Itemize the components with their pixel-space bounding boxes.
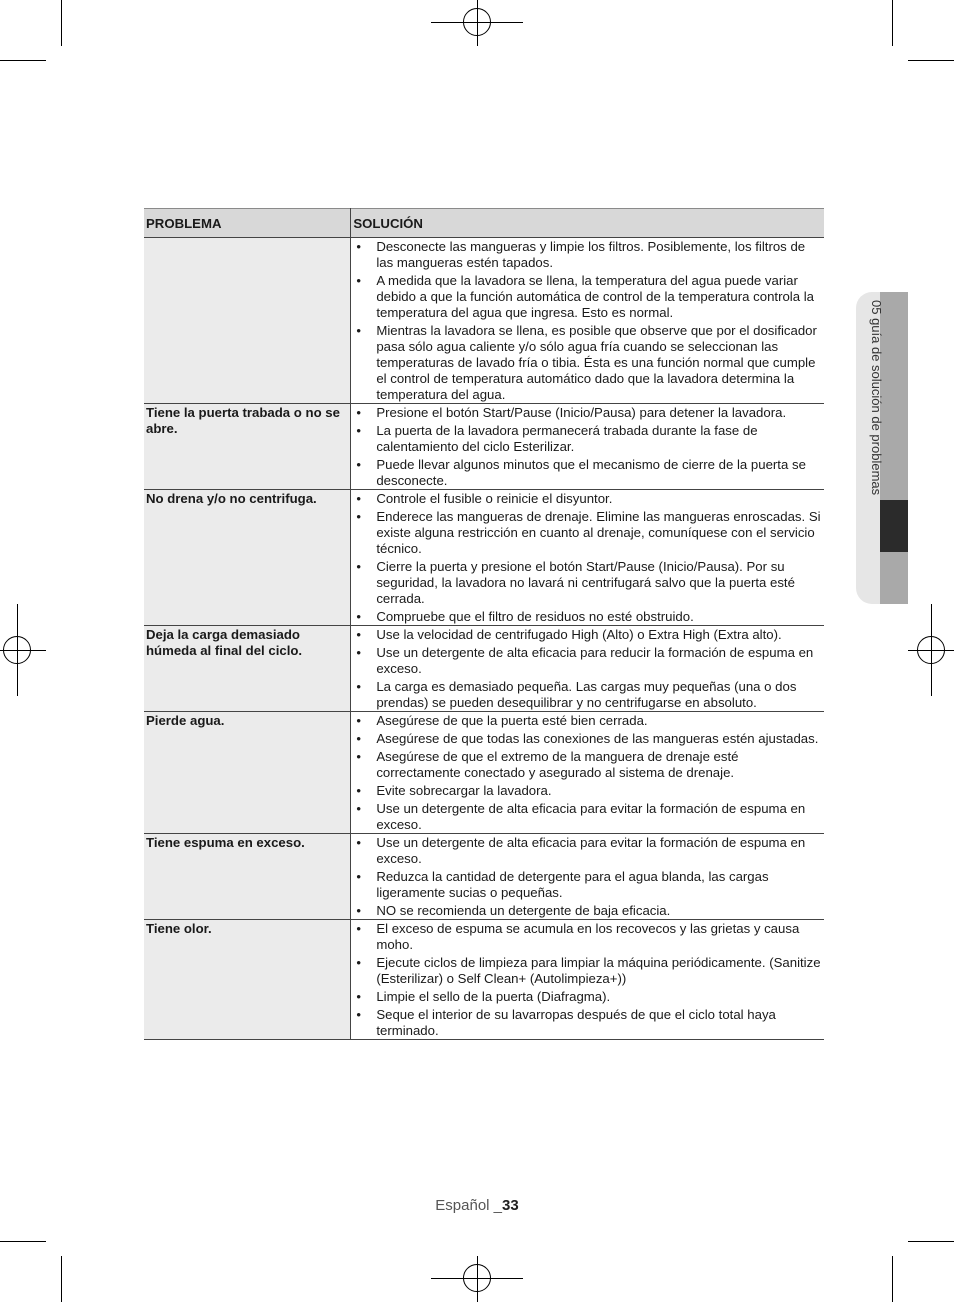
- solution-item: • Use un detergente de alta eficacia para evitar la formación de espuma en exceso.: [353, 801, 822, 833]
- crop-mark-bl-h: [0, 1241, 46, 1242]
- troubleshooting-table: [144, 208, 824, 1040]
- crop-mark-br-h: [908, 1241, 954, 1242]
- solution-cell: [351, 712, 824, 834]
- table-row: [144, 834, 824, 920]
- solution-item: • La puerta de la lavadora permanecerá trabada durante la fase de calentamiento del ciclo Esterilizar.: [353, 423, 822, 455]
- solution-cell: [351, 920, 824, 1040]
- solution-cell: [351, 626, 824, 712]
- footer-language: Español _: [435, 1197, 503, 1214]
- solution-item: • Evite sobrecargar la lavadora.: [353, 783, 822, 799]
- solution-item: • Compruebe que el filtro de residuos no esté obstruido.: [353, 609, 822, 625]
- table-row: [144, 238, 824, 404]
- table-row: [144, 712, 824, 834]
- solution-item: • Controle el fusible o reinicie el disyuntor.: [353, 491, 822, 507]
- chapter-tab-indicator: [880, 500, 908, 552]
- solution-item: • Cierre la puerta y presione el botón Start/Pause (Inicio/Pausa). Por su seguridad, la lavadora no lavará ni centrifugará salvo que la puerta esté cerrada.: [353, 559, 822, 607]
- solution-item: • Mientras la lavadora se llena, es posible que observe que por el dosificador pasa sólo agua caliente y/o sólo agua fría cuando se seleccionan las temperaturas de lavado fría o tibia. Ésta es una función normal que cumple el control de temperatura automático dado que la lavadora determina la temperatura del agua.: [353, 323, 822, 403]
- header-solution: SOLUCIÓN: [351, 209, 824, 238]
- table-row: [144, 404, 824, 490]
- chapter-tab-bar: [880, 292, 908, 604]
- page-number: 33: [502, 1197, 519, 1214]
- solution-list: [353, 627, 822, 711]
- problem-cell: Tiene olor.: [144, 920, 351, 1040]
- crop-mark-tr-h: [908, 60, 954, 61]
- solution-item: • Limpie el sello de la puerta (Diafragma).: [353, 989, 822, 1005]
- crop-mark-bl-v: [61, 1256, 62, 1302]
- page-footer: [0, 1197, 954, 1214]
- solution-item: • Use un detergente de alta eficacia para reducir la formación de espuma en exceso.: [353, 645, 822, 677]
- table-row: [144, 920, 824, 1040]
- table-row: [144, 490, 824, 626]
- solution-item: • NO se recomienda un detergente de baja eficacia.: [353, 903, 822, 919]
- solution-cell: [351, 238, 824, 404]
- crop-mark-tr-v: [892, 0, 893, 46]
- solution-cell: [351, 490, 824, 626]
- solution-item: • A medida que la lavadora se llena, la temperatura del agua puede variar debido a que la función automática de control de la temperatura controla la temperatura del agua que ingresa. Esto es normal.: [353, 273, 822, 321]
- solution-item: • El exceso de espuma se acumula en los recovecos y las grietas y causa moho.: [353, 921, 822, 953]
- solution-item: • Asegúrese de que el extremo de la manguera de drenaje esté correctamente conectado y asegurado al sistema de drenaje.: [353, 749, 822, 781]
- problem-cell: [144, 238, 351, 404]
- solution-item: • Asegúrese de que todas las conexiones de las mangueras estén ajustadas.: [353, 731, 822, 747]
- problem-cell: Tiene la puerta trabada o no se abre.: [144, 404, 351, 490]
- solution-item: • Asegúrese de que la puerta esté bien cerrada.: [353, 713, 822, 729]
- problem-cell: No drena y/o no centrifuga.: [144, 490, 351, 626]
- solution-cell: [351, 834, 824, 920]
- solution-list: [353, 405, 822, 489]
- solution-item: • Enderece las mangueras de drenaje. Elimine las mangueras enroscadas. Si existe alguna restricción en cuanto al drenaje, comuníquese con el servicio técnico.: [353, 509, 822, 557]
- problem-cell: Tiene espuma en exceso.: [144, 834, 351, 920]
- solution-item: • Use un detergente de alta eficacia para evitar la formación de espuma en exceso.: [353, 835, 822, 867]
- problem-cell: Deja la carga demasiado húmeda al final del ciclo.: [144, 626, 351, 712]
- solution-list: [353, 835, 822, 919]
- solution-item: • Puede llevar algunos minutos que el mecanismo de cierre de la puerta se desconecte.: [353, 457, 822, 489]
- problem-cell: Pierde agua.: [144, 712, 351, 834]
- solution-item: • Presione el botón Start/Pause (Inicio/Pausa) para detener la lavadora.: [353, 405, 822, 421]
- solution-item: • Seque el interior de su lavarropas después de que el ciclo total haya terminado.: [353, 1007, 822, 1039]
- solution-list: [353, 491, 822, 625]
- solution-item: • Desconecte las mangueras y limpie los filtros. Posiblemente, los filtros de las mangueras estén tapados.: [353, 239, 822, 271]
- table-body: [144, 238, 824, 1040]
- solution-list: [353, 713, 822, 833]
- crop-mark-tl-v: [61, 0, 62, 46]
- header-problem: PROBLEMA: [144, 209, 351, 238]
- crop-mark-tl-h: [0, 60, 46, 61]
- table-row: [144, 626, 824, 712]
- solution-list: [353, 239, 822, 403]
- solution-cell: [351, 404, 824, 490]
- solution-list: [353, 921, 822, 1039]
- solution-item: • Reduzca la cantidad de detergente para el agua blanda, las cargas ligeramente sucias o pequeñas.: [353, 869, 822, 901]
- chapter-side-tab: [856, 292, 908, 604]
- solution-item: • La carga es demasiado pequeña. Las cargas muy pequeñas (una o dos prendas) se pueden desequilibrar y no centrifugarse en absoluto.: [353, 679, 822, 711]
- solution-item: • Ejecute ciclos de limpieza para limpiar la máquina periódicamente. (Sanitize (Esterilizar) o Self Clean+ (Autolimpieza+)): [353, 955, 822, 987]
- chapter-tab-label: 05 guía de solución de problemas: [869, 300, 884, 496]
- crop-mark-br-v: [892, 1256, 893, 1302]
- solution-item: • Use la velocidad de centrifugado High (Alto) o Extra High (Extra alto).: [353, 627, 822, 643]
- table-header-row: [144, 209, 824, 238]
